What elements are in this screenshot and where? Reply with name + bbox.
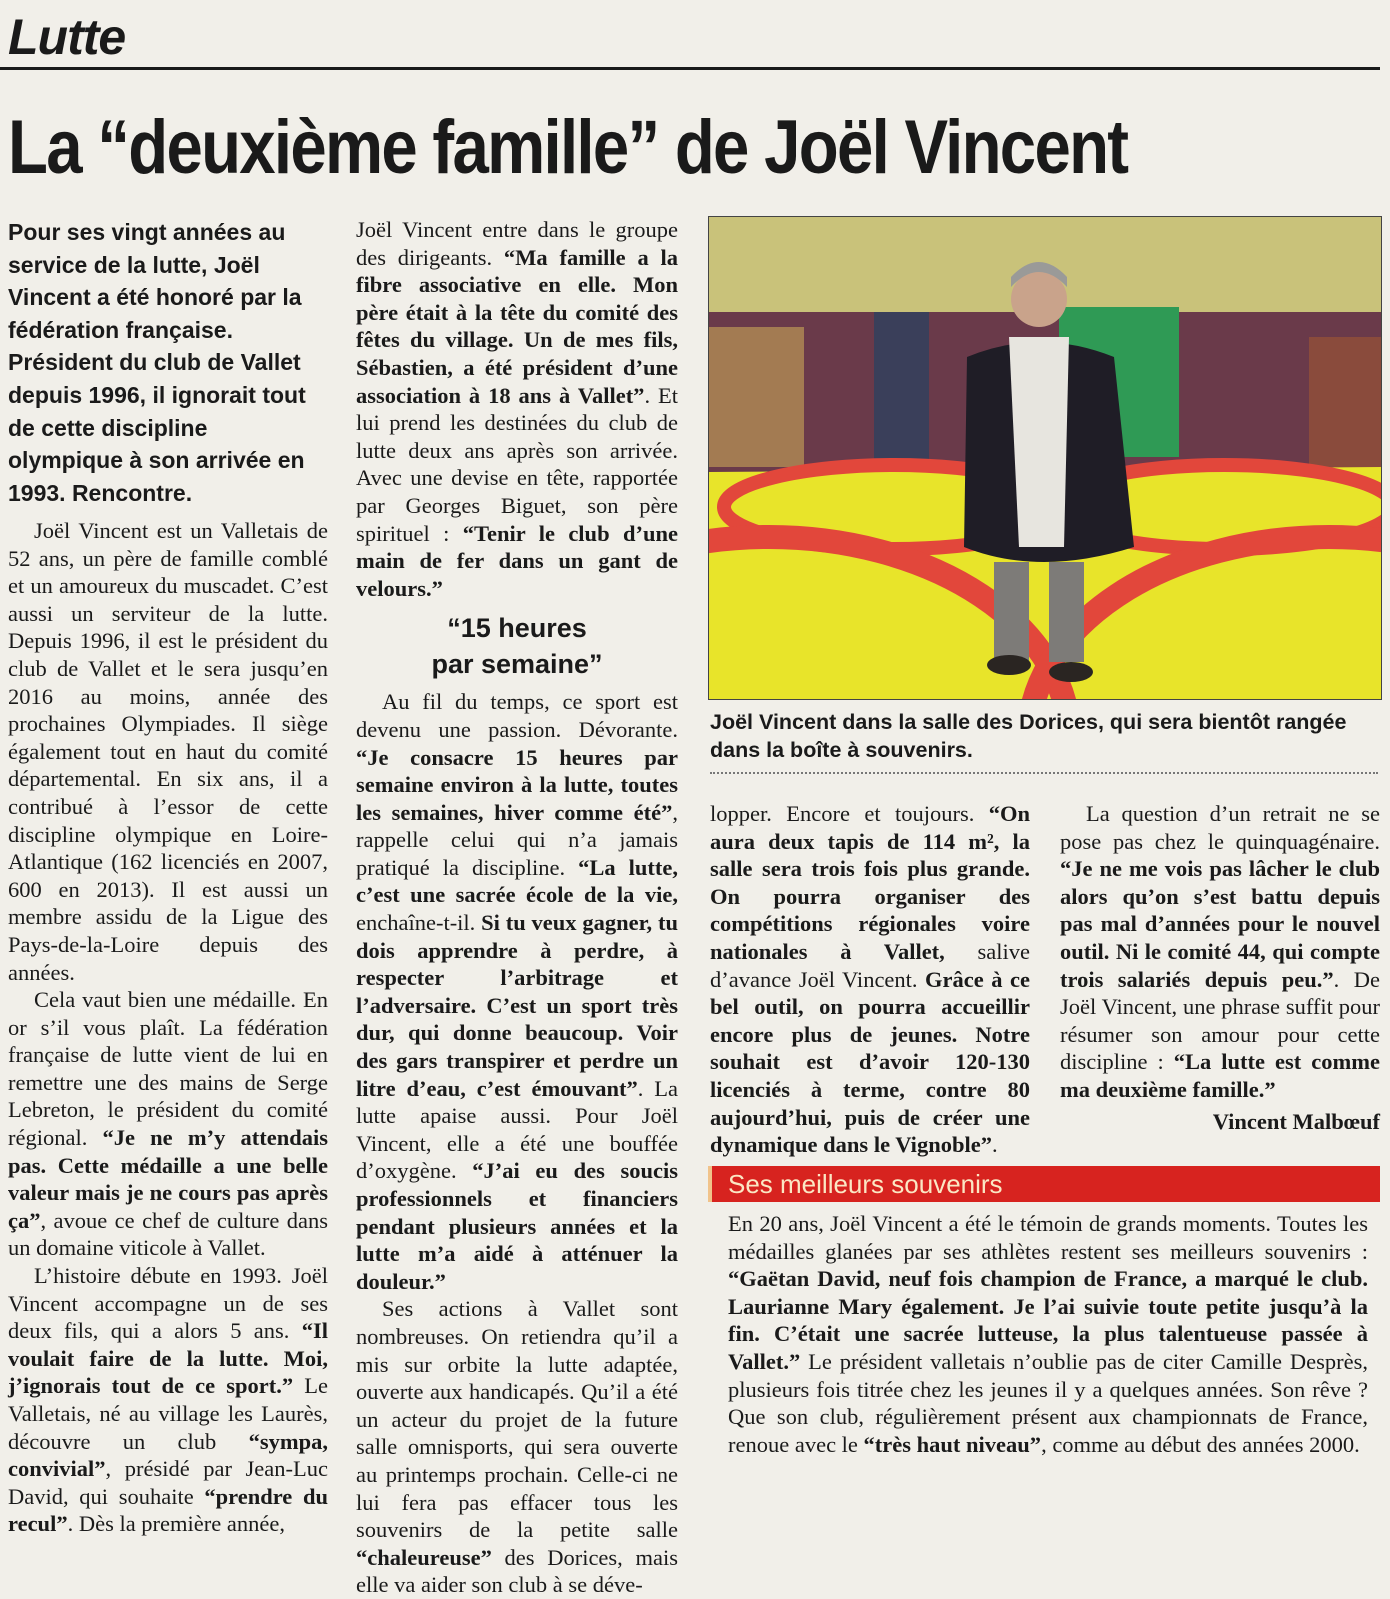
article-headline: La “deuxième famille” de Joël Vincent bbox=[8, 105, 1128, 190]
article-column-1 bbox=[8, 517, 328, 1538]
photo-caption: Joël Vincent dans la salle des Dorices, qui sera bientôt rangée dans la boîte à souvenirs. bbox=[710, 710, 1347, 762]
text-run: des Dorices, mais elle va aider son club à se déve- bbox=[356, 1544, 678, 1598]
article-lead: Pour ses vingt années au service de la lutte, Joël Vincent a été honoré par la fédération française. Président du club de Vallet depuis 1996, il ignorait tout de cette discipline olympique à son arrivée en 1993. Rencontre. bbox=[8, 219, 306, 506]
text-run: L’histoire débute en 1993. Joël Vincent accompagne un de ses deux fils, qui a alors 5 ans. bbox=[8, 1263, 328, 1344]
quote: “La lutte, c’est une sacrée école de la vie, bbox=[356, 854, 678, 908]
rubric-divider bbox=[0, 67, 1380, 70]
subheading-line: “15 heures bbox=[447, 613, 587, 644]
text-run: . De Joël Vincent, une phrase suffit pour résumer son amour pour cette discipline : bbox=[1060, 966, 1380, 1075]
quote: Si tu veux gagner, tu dois apprendre à perdre, à respecter l’arbitrage et l’adversaire. C’est un sport très dur, qui donne beaucoup. Voir des gars transpirer et perdre un litre d’eau, c’est émouvant” bbox=[356, 910, 679, 1101]
text-run: . Et lui prend les destinées du club de lutte deux ans après son arrivée. Avec une devise en tête, rapportée par Georges Biguet, son père spirituel : bbox=[356, 382, 678, 546]
text-run: . bbox=[991, 1132, 998, 1158]
text-run: Au fil du temps, ce sport est devenu une passion. Dévorante. bbox=[356, 689, 678, 742]
quote: “La lutte est comme ma deuxième famille.” bbox=[1060, 1049, 1380, 1102]
quote: “prendre du recul” bbox=[8, 1483, 328, 1537]
sidebar-box-text bbox=[728, 1210, 1368, 1458]
photo-side-wall bbox=[1309, 337, 1381, 477]
text-run: Le Valletais, né au village les Laurès, découvre un club bbox=[8, 1373, 329, 1454]
text-run: , comme au début des années 2000. bbox=[1041, 1431, 1360, 1457]
text-run: . La lutte apaise aussi. Pour Joël Vincent, elle a été une bouffée d’oxygène. bbox=[356, 1075, 679, 1184]
paragraph: Joël Vincent est un Valletais de 52 ans, un père de famille comblé et un amoureux du muscadet. C’est aussi un serviteur de la lutte. Depuis 1996, il est le président du club de Vallet et le sera jusqu’en 2016 au moins, année des prochaines Olympiades. Il siège également tout en haut du comité départemental. En six ans, il a contribué à l’essor de cette discipline olympique en Loire-Atlantique (162 licenciés en 2007, 600 en 2013). Il est aussi un membre assidu de la Ligue des Pays-de-la-Loire depuis des années. bbox=[8, 518, 328, 985]
text-run: , avoue ce chef de culture dans un domaine viticole à Vallet. bbox=[8, 1207, 328, 1261]
quote: “Je ne m’y attendais pas. Cette médaille a une belle valeur mais je ne cours pas après ça” bbox=[8, 1125, 328, 1233]
article-photo bbox=[708, 216, 1382, 700]
text-run: , rappelle celui qui n’a jamais pratiqué la discipline. bbox=[356, 799, 678, 880]
article-column-4 bbox=[1060, 800, 1380, 1135]
paragraph bbox=[8, 986, 328, 1262]
author-signature: Vincent Malbœuf bbox=[1212, 1108, 1380, 1134]
quote: “On aura deux tapis de 114 m², la salle sera trois fois plus grande. On pourra organiser des compétitions régionales voire nationales à Vallet, bbox=[710, 801, 1030, 964]
text-run: lopper. Encore et toujours. bbox=[710, 801, 989, 826]
quote: “Je consacre 15 heures par semaine environ à la lutte, toutes les semaines, hiver comme été” bbox=[356, 744, 678, 825]
text-run: Le président valletais n’oublie pas de citer Camille Desprès, plusieurs fois titrée chez les jeunes il y a quelques années. Son rêve ? Que son club, régulièrement présent aux championnats de France, renoue avec le bbox=[728, 1348, 1368, 1457]
paragraph bbox=[710, 800, 1030, 1159]
text-run: enchaîne-t-il. bbox=[356, 910, 482, 936]
wrestling-hall-photo bbox=[709, 217, 1381, 699]
quote: “Tenir le club d’une main de fer dans un gant de velours.” bbox=[356, 520, 678, 601]
paragraph bbox=[356, 216, 678, 602]
quote: Grâce à ce bel outil, on pourra accueillir encore plus de jeunes. Notre souhait est d’avoir 120-130 licenciés à terme, contre 80 aujourd’hui, puis de créer une dynamique dans le Vignoble” bbox=[710, 966, 1030, 1158]
text-run: . Dès la première année, bbox=[67, 1511, 285, 1537]
subheading-line: par semaine” bbox=[431, 649, 603, 680]
text-run: salive d’avance Joël Vincent. bbox=[710, 938, 1030, 992]
text-run: Cela vaut bien une médaille. En or s’il vous plaît. La fédération française de lutte vient de lui en remettre une des mains de Serge Lebreton, le président du comité régional. bbox=[8, 987, 328, 1151]
paragraph bbox=[728, 1210, 1368, 1458]
text-run: , présidé par Jean-Luc David, qui souhaite bbox=[8, 1456, 328, 1509]
paragraph bbox=[356, 1295, 678, 1599]
sidebar-box-title: Ses meilleurs souvenirs bbox=[708, 1166, 1380, 1202]
caption-divider bbox=[710, 772, 1378, 774]
paragraph bbox=[356, 688, 678, 1295]
photo-rack bbox=[874, 312, 929, 462]
text-run: Joël Vincent entre dans le groupe des dirigeants. bbox=[356, 217, 678, 270]
section-rubric: Lutte bbox=[8, 9, 126, 65]
article-column-2 bbox=[356, 216, 678, 1599]
photo-shelf bbox=[709, 327, 804, 467]
quote: “Je ne me vois pas lâcher le club alors qu’on s’est battu depuis pas mal d’années pour le nouvel outil. Ni le comité 44, qui compte trois salariés depuis peu.” bbox=[1060, 856, 1380, 992]
text-run: Ses actions à Vallet sont nombreuses. On retiendra qu’il a mis sur orbite la lutte adaptée, ouverte aux handicapés. Qu’il a été un acteur du projet de la future salle omnisports, qui sera ouverte au printemps prochain. Celle-ci ne lui fera pas effacer tous les souvenirs de la petite salle bbox=[356, 1296, 678, 1543]
quote: “sympa, convivial” bbox=[8, 1428, 328, 1482]
text-run: La question d’un retrait ne se pose pas chez le quinquagénaire. bbox=[1060, 801, 1380, 854]
subheading bbox=[356, 610, 678, 682]
quote: “J’ai eu des soucis professionnels et financiers pendant plusieurs années et la lutte m’a aidé à atténuer la douleur.” bbox=[356, 1158, 679, 1294]
quote: “Gaëtan David, neuf fois champion de France, a marqué le club. Laurianne Mary également. Je l’ai suivie toute petite jusqu’à la fin. C’était une sacrée lutteuse, la plus talentueuse passée à Vallet.” bbox=[728, 1266, 1368, 1374]
paragraph bbox=[8, 1262, 328, 1538]
quote: “Il voulait faire de la lutte. Moi, j’ignorais tout de ce sport.” bbox=[8, 1318, 328, 1399]
quote: “chaleureuse” bbox=[356, 1544, 492, 1570]
quote: “très haut niveau” bbox=[863, 1431, 1042, 1457]
article-column-3 bbox=[710, 800, 1030, 1159]
quote: “Ma famille a la fibre associative en elle. Mon père était à la tête du comité des fêtes du village. Un de mes fils, Sébastien, a été président d’une association à 18 ans à Vallet” bbox=[356, 244, 678, 408]
paragraph bbox=[1060, 800, 1380, 1104]
text-run: En 20 ans, Joël Vincent a été le témoin de grands moments. Toutes les médailles glanées par ses athlètes restent ses meilleurs souvenirs : bbox=[728, 1211, 1368, 1264]
